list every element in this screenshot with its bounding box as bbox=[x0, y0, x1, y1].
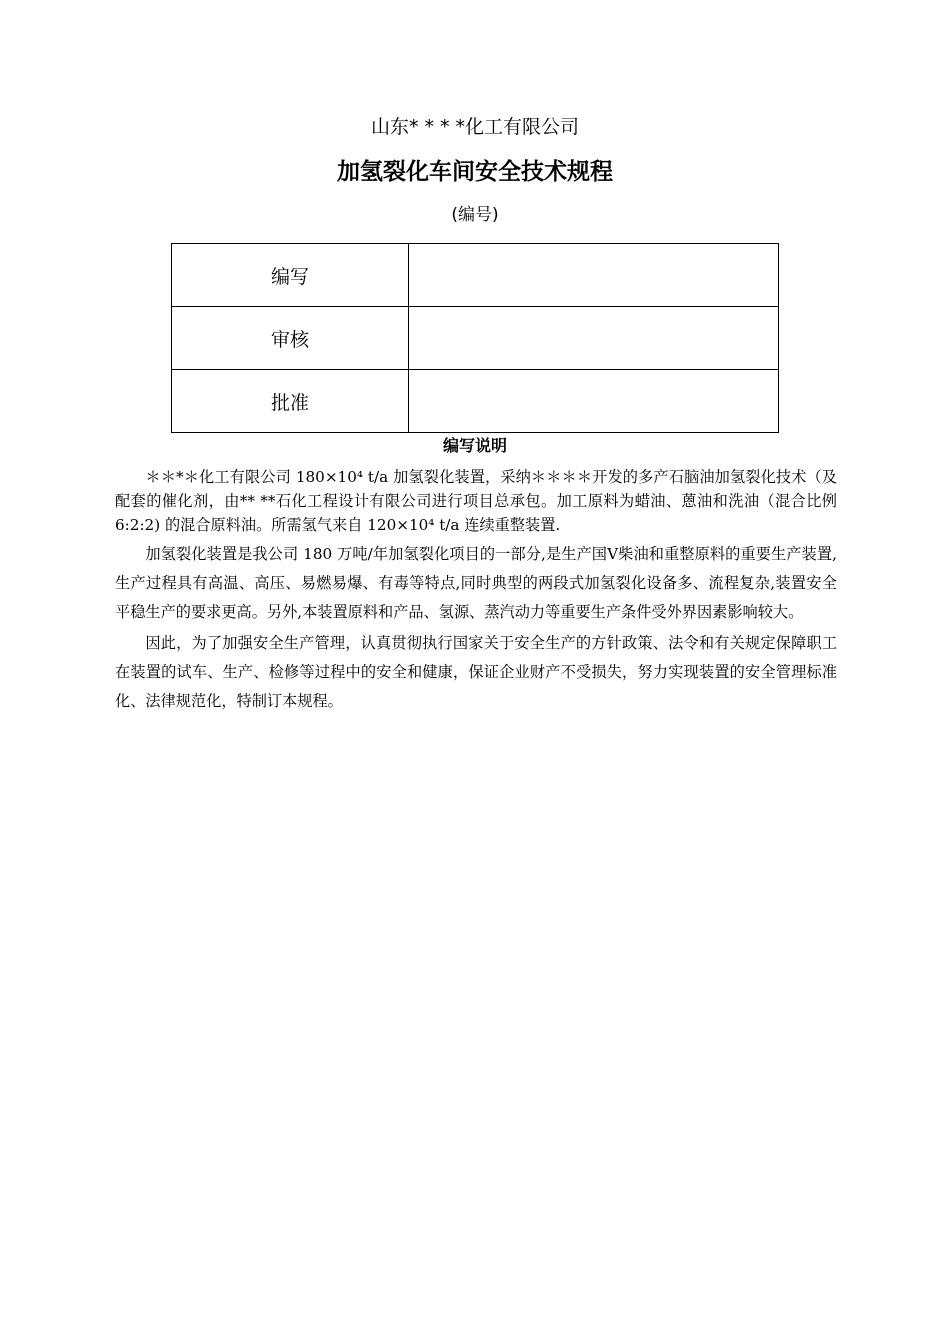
approval-label-approve: 批准 bbox=[172, 370, 409, 433]
company-name: 山东* * * *化工有限公司 bbox=[370, 116, 580, 138]
paragraph-purpose: 因此，为了加强安全生产管理，认真贯彻执行国家关于安全生产的方针政策、法令和有关规定保障职工在装置的试车、生产、检修等过程中的安全和健康，保证企业财产不受损失，努力实现装置的安全管理标准化、法律规范化，特制订本规程。 bbox=[115, 634, 837, 710]
approval-label-review: 审核 bbox=[172, 307, 409, 370]
section-body bbox=[115, 465, 837, 716]
table-row bbox=[172, 307, 779, 370]
section-heading: 编写说明 bbox=[442, 436, 507, 455]
paragraph-importance: 加氢裂化装置是我公司 180 万吨/年加氢裂化项目的一部分,是生产国Ⅴ柴油和重整原料的重要生产装置,生产过程具有高温、高压、易燃易爆、有毒等特点,同时典型的两段式加氢裂化设备多、流程复杂,装置安全平稳生产的要求更高。另外,本装置原料和产品、氢源、蒸汽动力等重要生产条件受外界因素影响较大。 bbox=[115, 545, 837, 621]
approval-label-author: 编写 bbox=[172, 244, 409, 307]
approval-value-author bbox=[409, 244, 779, 307]
paragraph-intro: ＊＊*＊化工有限公司 180×10⁴ t/a 加氢裂化装置，采纳＊＊＊＊开发的多产石脑油加氢裂化技术（及配套的催化剂，由** **石化工程设计有限公司进行项目总承包。加工原料为蜡油、蒽油和洗油（混合比例 6:2:2) 的混合原料油。所需氢气来自 120×10⁴ t/a 连续重整装置. bbox=[115, 468, 837, 534]
approval-value-review bbox=[409, 307, 779, 370]
table-row bbox=[172, 370, 779, 433]
document-number: (编号) bbox=[451, 205, 499, 225]
approval-table bbox=[171, 243, 779, 433]
document-title: 加氢裂化车间安全技术规程 bbox=[337, 159, 613, 185]
table-row bbox=[172, 244, 779, 307]
approval-value-approve bbox=[409, 370, 779, 433]
